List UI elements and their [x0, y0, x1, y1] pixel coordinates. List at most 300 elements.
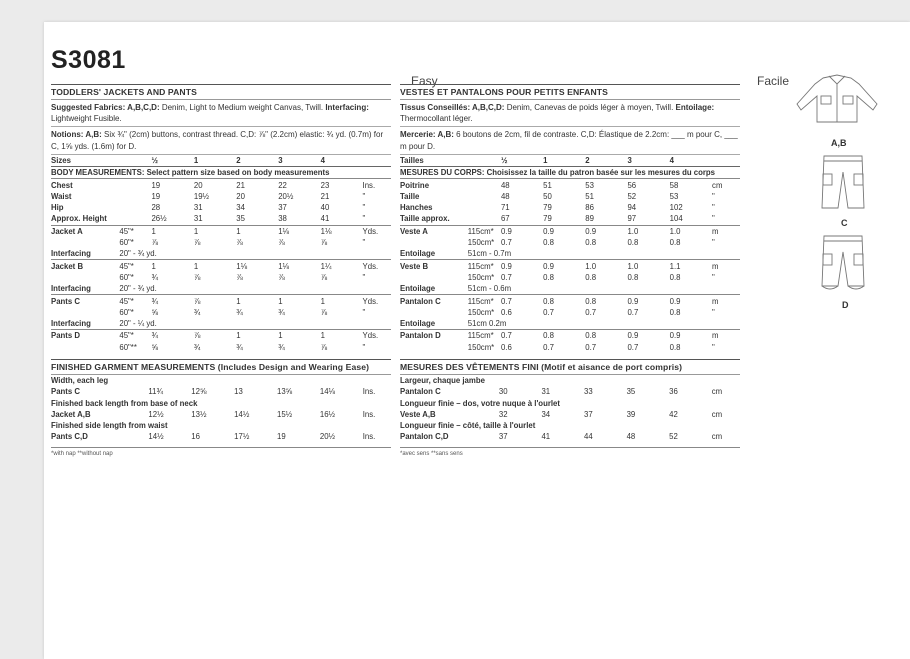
- finished-value: 14½: [148, 432, 164, 442]
- body-value: 79: [543, 203, 552, 213]
- yardage-value: 0.8: [669, 238, 681, 248]
- body-value: 20: [194, 179, 236, 191]
- yardage-value: 0.7: [543, 342, 554, 352]
- body-value: 20½: [278, 191, 294, 201]
- section-title: TODDLERS' JACKETS AND PANTS: [51, 84, 391, 100]
- yardage-view-label: Pants D: [51, 330, 119, 342]
- yardage-value: ⅞: [194, 295, 236, 307]
- width-spacer: [118, 409, 149, 420]
- width-spacer: [119, 191, 151, 202]
- body-value: 37: [278, 203, 287, 213]
- body-value: 23: [321, 179, 363, 191]
- finished-row: [400, 431, 740, 442]
- interfacing-row-label: Interfacing: [51, 284, 91, 294]
- finished-heading-row: [400, 397, 740, 408]
- yardage-row: [51, 237, 391, 248]
- yardage-value: 0.9: [670, 330, 712, 342]
- interfacing-amount: 51cm 0.2m: [467, 319, 507, 329]
- yardage-value: 1: [278, 330, 320, 342]
- body-value: 51: [585, 191, 594, 201]
- width-spacer: [119, 213, 151, 225]
- finished-label: Veste A,B: [400, 409, 436, 419]
- yardage-view-label: Jacket A: [51, 225, 119, 237]
- yardage-unit: ": [712, 238, 715, 248]
- finished-heading-row: [400, 375, 740, 386]
- body-unit: ": [362, 214, 366, 224]
- finished-value: 35: [626, 387, 636, 397]
- finished-value: 14½: [234, 409, 250, 419]
- yardage-value: ¾: [236, 307, 243, 317]
- body-value: 79: [543, 214, 552, 224]
- finished-heading: Longueur finie – dos, votre nuque à l'ourlet: [400, 398, 560, 408]
- body-unit: ": [362, 191, 366, 201]
- yardage-view-spacer: [51, 272, 119, 283]
- yardage-view-spacer: [51, 342, 119, 353]
- body-value: 35: [236, 214, 245, 224]
- yardage-value: ¾: [193, 307, 201, 317]
- finished-label: Pants C: [51, 387, 81, 397]
- body-row: [51, 202, 391, 213]
- finished-unit: Ins.: [362, 409, 376, 419]
- width-spacer: [118, 431, 149, 442]
- finished-value: 44: [584, 432, 593, 442]
- unit-spacer: [363, 155, 391, 167]
- finished-row: [400, 386, 740, 397]
- yardage-unit: ": [362, 238, 366, 248]
- body-row: [400, 202, 740, 213]
- yardage-value: 1: [278, 295, 320, 307]
- yardage-value: ¾: [236, 342, 243, 352]
- yardage-row: [400, 295, 740, 307]
- size-3: 3: [278, 155, 320, 167]
- yardage-value: ⅞: [278, 272, 285, 282]
- yardage-value: 0.8: [543, 238, 554, 248]
- illustration-label-d: D: [842, 300, 849, 310]
- body-value: 20: [236, 191, 245, 201]
- pattern-number: S3081: [51, 46, 126, 74]
- fabric-width: 60"**: [119, 342, 137, 352]
- yardage-value: ⅞: [236, 238, 243, 248]
- finished-value: 12⅝: [191, 387, 207, 397]
- fabric-width: 150cm*: [467, 238, 495, 248]
- yardage-value: ⅞: [151, 238, 158, 248]
- interfacing-amount: 20" - ¼ yd.: [119, 319, 157, 329]
- body-value: 50: [543, 191, 552, 201]
- finished-label: Pantalon C,D: [400, 432, 449, 442]
- yardage-value: ¾: [278, 307, 285, 317]
- finished-label: Pantalon C: [400, 387, 441, 397]
- interfacing-row-label: Entoilage: [400, 284, 436, 294]
- width-spacer: [468, 431, 499, 442]
- yardage-value: 0.9: [585, 225, 627, 237]
- notions-label: Notions: A,B:: [51, 130, 102, 140]
- yardage-value: 1: [194, 260, 236, 272]
- width-spacer: [468, 409, 499, 420]
- yardage-value: ¾: [151, 272, 158, 282]
- yardage-value: 1: [236, 330, 278, 342]
- finished-heading-row: [51, 375, 391, 386]
- yardage-view-spacer: [51, 237, 119, 248]
- yardage-value: ⅝: [151, 342, 158, 352]
- yardage-value: 0.7: [585, 307, 597, 317]
- body-unit: Ins.: [363, 179, 391, 191]
- yardage-value: 0.9: [543, 260, 585, 272]
- yardage-value: 0.8: [585, 330, 627, 342]
- body-row-label: Taille approx.: [400, 214, 450, 224]
- width-spacer: [468, 179, 501, 191]
- finished-measurements-title: FINISHED GARMENT MEASUREMENTS (Includes Design and Wearing Ease): [51, 359, 391, 375]
- yardage-value: 1: [236, 225, 278, 237]
- yardage-row: [400, 342, 740, 353]
- yardage-unit: ": [362, 272, 366, 282]
- body-value: 102: [669, 203, 683, 213]
- body-row-label: Chest: [51, 179, 119, 191]
- body-unit: cm: [712, 179, 740, 191]
- finished-value: 33: [584, 387, 593, 397]
- interfacing-row: [51, 318, 391, 330]
- yardage-value: 1¼: [321, 260, 363, 272]
- body-row: [51, 191, 391, 202]
- finished-unit: Ins.: [362, 387, 376, 397]
- yardage-value: 1.1: [670, 260, 712, 272]
- body-value: 58: [670, 179, 712, 191]
- yardage-value: 0.8: [543, 330, 585, 342]
- fabric-width: 45"*: [119, 260, 151, 272]
- finished-value: 15½: [277, 409, 293, 419]
- yardage-value: 0.7: [585, 342, 597, 352]
- fabrics-label: Tissus Conseillés: A,B,C,D:: [400, 103, 505, 112]
- yardage-value: 0.8: [669, 272, 681, 282]
- body-value: 31: [193, 203, 203, 213]
- yardage-unit: ": [712, 342, 715, 352]
- body-value: 28: [151, 203, 161, 213]
- yardage-value: 0.8: [585, 238, 597, 248]
- finished-value: 13⅝: [277, 387, 293, 397]
- jacket-icon: [793, 70, 881, 128]
- yardage-value: 0.8: [585, 272, 597, 282]
- yardage-unit: Yds.: [363, 295, 391, 307]
- difficulty-fr: Facile: [757, 74, 790, 88]
- finished-value: 41: [541, 432, 551, 442]
- finished-table: [51, 375, 391, 443]
- body-title-row: [400, 167, 740, 179]
- yardage-value: ¾: [151, 295, 193, 307]
- yardage-value: 0.8: [669, 307, 681, 317]
- interfacing-row-label: Entoilage: [400, 319, 436, 329]
- finished-value: 16½: [319, 409, 336, 419]
- yardage-row: [400, 272, 740, 283]
- yardage-unit: Yds.: [363, 225, 391, 237]
- yardage-value: 0.8: [627, 238, 639, 248]
- yardage-unit: ": [362, 307, 366, 317]
- finished-value: 39: [626, 409, 636, 419]
- body-value: 97: [627, 214, 637, 224]
- fabric-width: 60"*: [119, 307, 134, 317]
- yardage-row: [51, 295, 391, 307]
- interfacing-text: Lightweight Fusible.: [51, 114, 122, 124]
- finished-unit: Ins.: [362, 432, 376, 442]
- finished-value: 30: [498, 387, 508, 397]
- fabric-width: 45"*: [119, 330, 151, 342]
- interfacing-amount: 51cm - 0.7m: [467, 249, 512, 259]
- yardage-view-spacer: [400, 307, 468, 318]
- interfacing-amount: 20" - ¾ yd.: [119, 249, 157, 259]
- yardage-row: [400, 307, 740, 318]
- body-row: [400, 191, 740, 202]
- body-value: 52: [627, 191, 637, 201]
- body-value: 38: [278, 214, 287, 224]
- body-value: 31: [193, 214, 203, 224]
- body-value: 22: [278, 179, 320, 191]
- interfacing-row-label: Interfacing: [51, 249, 91, 259]
- finished-value: 14⅛: [319, 387, 336, 397]
- yardage-value: 0.8: [543, 295, 585, 307]
- yardage-value: 0.9: [627, 330, 669, 342]
- yardage-value: ⅝: [151, 307, 158, 317]
- body-value: 26½: [151, 214, 167, 224]
- yardage-view-spacer: [400, 272, 468, 283]
- yardage-unit: ": [712, 307, 715, 317]
- finished-value: 37: [498, 432, 508, 442]
- yardage-row: [51, 225, 391, 237]
- finished-table: [400, 375, 740, 443]
- yardage-value: 1⅛: [236, 260, 278, 272]
- width-spacer: [468, 155, 501, 167]
- yardage-value: 0.7: [500, 272, 512, 282]
- body-value: 53: [585, 179, 627, 191]
- unit-spacer: [712, 155, 740, 167]
- yardage-view-label: Pantalon C: [400, 295, 468, 307]
- yardage-value: 1.0: [670, 225, 712, 237]
- finished-value: 16: [191, 432, 200, 442]
- body-value: 71: [500, 203, 510, 213]
- yardage-value: ⅞: [193, 272, 201, 282]
- finished-value: 17½: [234, 432, 250, 442]
- size-2: 2: [585, 155, 627, 167]
- finished-heading: Finished back length from base of neck: [51, 398, 198, 408]
- body-value: 48: [501, 179, 543, 191]
- yardage-value: 1⅛: [278, 225, 320, 237]
- yardage-value: ⅞: [320, 272, 328, 282]
- body-value: 51: [543, 179, 585, 191]
- yardage-row: [400, 260, 740, 272]
- finished-value: 37: [584, 409, 593, 419]
- yardage-value: 0.9: [670, 295, 712, 307]
- finished-unit: cm: [711, 409, 723, 419]
- yardage-unit: m: [712, 330, 740, 342]
- width-spacer: [118, 386, 149, 397]
- body-unit: ": [712, 203, 715, 213]
- finished-value: 32: [498, 409, 508, 419]
- yardage-value: 1.0: [585, 260, 627, 272]
- interfacing-row: [400, 283, 740, 295]
- yardage-unit: m: [712, 295, 740, 307]
- yardage-unit: Yds.: [363, 330, 391, 342]
- body-row-label: Waist: [51, 191, 72, 201]
- size-0: ½: [501, 155, 543, 167]
- body-value: 21: [320, 191, 330, 201]
- interfacing-amount: 20" - ¾ yd.: [119, 284, 157, 294]
- body-row-label: Poitrine: [400, 179, 468, 191]
- yardage-value: 1: [151, 260, 193, 272]
- yardage-value: 0.7: [543, 307, 554, 317]
- notions-text: Six ¾" (2cm) buttons, contrast thread. C,D: ⅞" (2.2cm) elastic: ¾ yd. (0.7m) for C, 1⅝ yds. (1.6m) for D.: [51, 130, 384, 151]
- body-row: [51, 179, 391, 191]
- finished-value: 31: [541, 387, 551, 397]
- interfacing-row: [400, 318, 740, 330]
- yardage-unit: m: [712, 225, 740, 237]
- yardage-view-label: Veste B: [400, 260, 468, 272]
- cargo-pants-icon: [818, 152, 868, 212]
- interfacing-row: [51, 283, 391, 295]
- body-value: 41: [320, 214, 330, 224]
- finished-heading-row: [51, 420, 391, 431]
- width-spacer: [119, 179, 151, 191]
- fabric-width: 60"*: [119, 272, 134, 282]
- interfacing-label: Interfacing:: [325, 103, 369, 112]
- finished-value: 11¾: [148, 387, 164, 397]
- body-value: 40: [320, 203, 330, 213]
- body-value: 34: [236, 203, 245, 213]
- finished-label: Pants C,D: [51, 432, 88, 442]
- interfacing-label: Entoilage:: [675, 103, 715, 112]
- fabric-width: 115cm*: [468, 225, 501, 237]
- yardage-value: ⅞: [278, 238, 285, 248]
- yardage-view-spacer: [51, 307, 119, 318]
- width-spacer: [468, 191, 501, 202]
- yardage-value: 0.8: [543, 272, 554, 282]
- notions-label: Mercerie: A,B:: [400, 130, 454, 140]
- yardage-view-spacer: [400, 237, 468, 248]
- body-row: [51, 213, 391, 225]
- finished-value: 42: [669, 409, 678, 419]
- body-row: [400, 213, 740, 225]
- body-row-label: Hip: [51, 203, 64, 213]
- fabric-width: 45"*: [119, 295, 151, 307]
- width-spacer: [468, 213, 501, 225]
- body-value: 94: [627, 203, 637, 213]
- fabrics-paragraph: [400, 100, 740, 127]
- yardage-value: 0.8: [627, 272, 639, 282]
- body-value: 19: [151, 191, 161, 201]
- yardage-value: ⅞: [320, 342, 328, 352]
- yardage-row: [51, 330, 391, 342]
- yardage-view-label: Veste A: [400, 225, 468, 237]
- yardage-unit: Yds.: [363, 260, 391, 272]
- size-4: 4: [321, 155, 363, 167]
- yardage-value: 0.6: [500, 307, 512, 317]
- yardage-value: 1.0: [627, 225, 669, 237]
- section-title: VESTES ET PANTALONS POUR PETITS ENFANTS: [400, 84, 740, 100]
- width-spacer: [468, 202, 501, 213]
- body-row: [400, 179, 740, 191]
- yardage-value: 0.7: [501, 330, 543, 342]
- yardage-view-label: Pantalon D: [400, 330, 468, 342]
- difficulty-en: Easy: [411, 74, 438, 88]
- yardage-value: 1: [321, 295, 363, 307]
- finished-value: 12½: [148, 409, 164, 419]
- size-2: 2: [236, 155, 278, 167]
- finished-row: [51, 431, 391, 442]
- fabric-width: 150cm*: [467, 307, 495, 317]
- yardage-value: 0.9: [501, 260, 543, 272]
- yardage-value: ⅞: [320, 238, 328, 248]
- fabric-width: 115cm*: [468, 260, 501, 272]
- yardage-unit: ": [362, 342, 366, 352]
- yardage-unit: m: [712, 260, 740, 272]
- interfacing-row: [400, 248, 740, 260]
- yardage-value: ¾: [278, 342, 285, 352]
- finished-label: Jacket A,B: [51, 409, 91, 419]
- finished-value: 52: [669, 432, 678, 442]
- interfacing-row-label: Entoilage: [400, 249, 436, 259]
- body-value: 67: [500, 214, 510, 224]
- yardage-view-spacer: [400, 342, 468, 353]
- finished-heading: Finished side length from waist: [51, 421, 168, 431]
- sizes-header-row: [51, 155, 391, 167]
- body-measurements-title: MESURES DU CORPS: Choisissez la taille du patron basée sur les mesures du corps: [400, 168, 715, 178]
- yardage-value: 0.7: [627, 342, 639, 352]
- size-3: 3: [627, 155, 669, 167]
- interfacing-text: Thermocollant léger.: [400, 114, 473, 124]
- size-0: ½: [151, 155, 193, 167]
- illustration-label-ab: A,B: [831, 138, 847, 148]
- finished-value: 20½: [319, 432, 336, 442]
- sizes-header-row: [400, 155, 740, 167]
- size-1: 1: [194, 155, 236, 167]
- yardage-value: 0.6: [500, 342, 512, 352]
- width-spacer: [468, 386, 499, 397]
- finished-row: [51, 409, 391, 420]
- measurement-table: [51, 155, 391, 353]
- interfacing-row-label: Interfacing: [51, 319, 91, 329]
- yardage-value: 0.8: [669, 342, 681, 352]
- yardage-row: [400, 330, 740, 342]
- yardage-value: 1: [151, 225, 193, 237]
- yardage-view-label: Pants C: [51, 295, 119, 307]
- finished-value: 36: [669, 387, 678, 397]
- fabric-width: 150cm*: [467, 272, 495, 282]
- fabric-width: 150cm*: [467, 342, 495, 352]
- fabric-width: 115cm*: [468, 295, 501, 307]
- english-column: [51, 72, 391, 457]
- body-row-label: Taille: [400, 191, 420, 201]
- finished-row: [51, 386, 391, 397]
- finished-heading: Longueur finie – côté, taille à l'ourlet: [400, 421, 536, 431]
- footnote: *with nap **without nap: [51, 447, 391, 457]
- yardage-value: 0.9: [501, 225, 543, 237]
- size-4: 4: [670, 155, 712, 167]
- yardage-value: 0.9: [543, 225, 585, 237]
- yardage-value: 0.7: [501, 295, 543, 307]
- yardage-value: 0.9: [627, 295, 669, 307]
- finished-unit: cm: [711, 387, 723, 397]
- finished-heading-row: [51, 397, 391, 408]
- yardage-row: [51, 272, 391, 283]
- yardage-unit: ": [712, 272, 715, 282]
- yardage-row: [400, 225, 740, 237]
- finished-value: 13½: [191, 409, 207, 419]
- yardage-value: ⅞: [194, 330, 236, 342]
- width-spacer: [119, 155, 151, 167]
- yardage-row: [51, 260, 391, 272]
- interfacing-row: [51, 248, 391, 260]
- finished-heading: Largeur, chaque jambe: [400, 376, 485, 385]
- yardage-value: 0.8: [585, 295, 627, 307]
- notions-paragraph: [51, 127, 391, 154]
- interfacing-amount: 51cm - 0.6m: [467, 284, 512, 294]
- illustration-label-c: C: [841, 218, 848, 228]
